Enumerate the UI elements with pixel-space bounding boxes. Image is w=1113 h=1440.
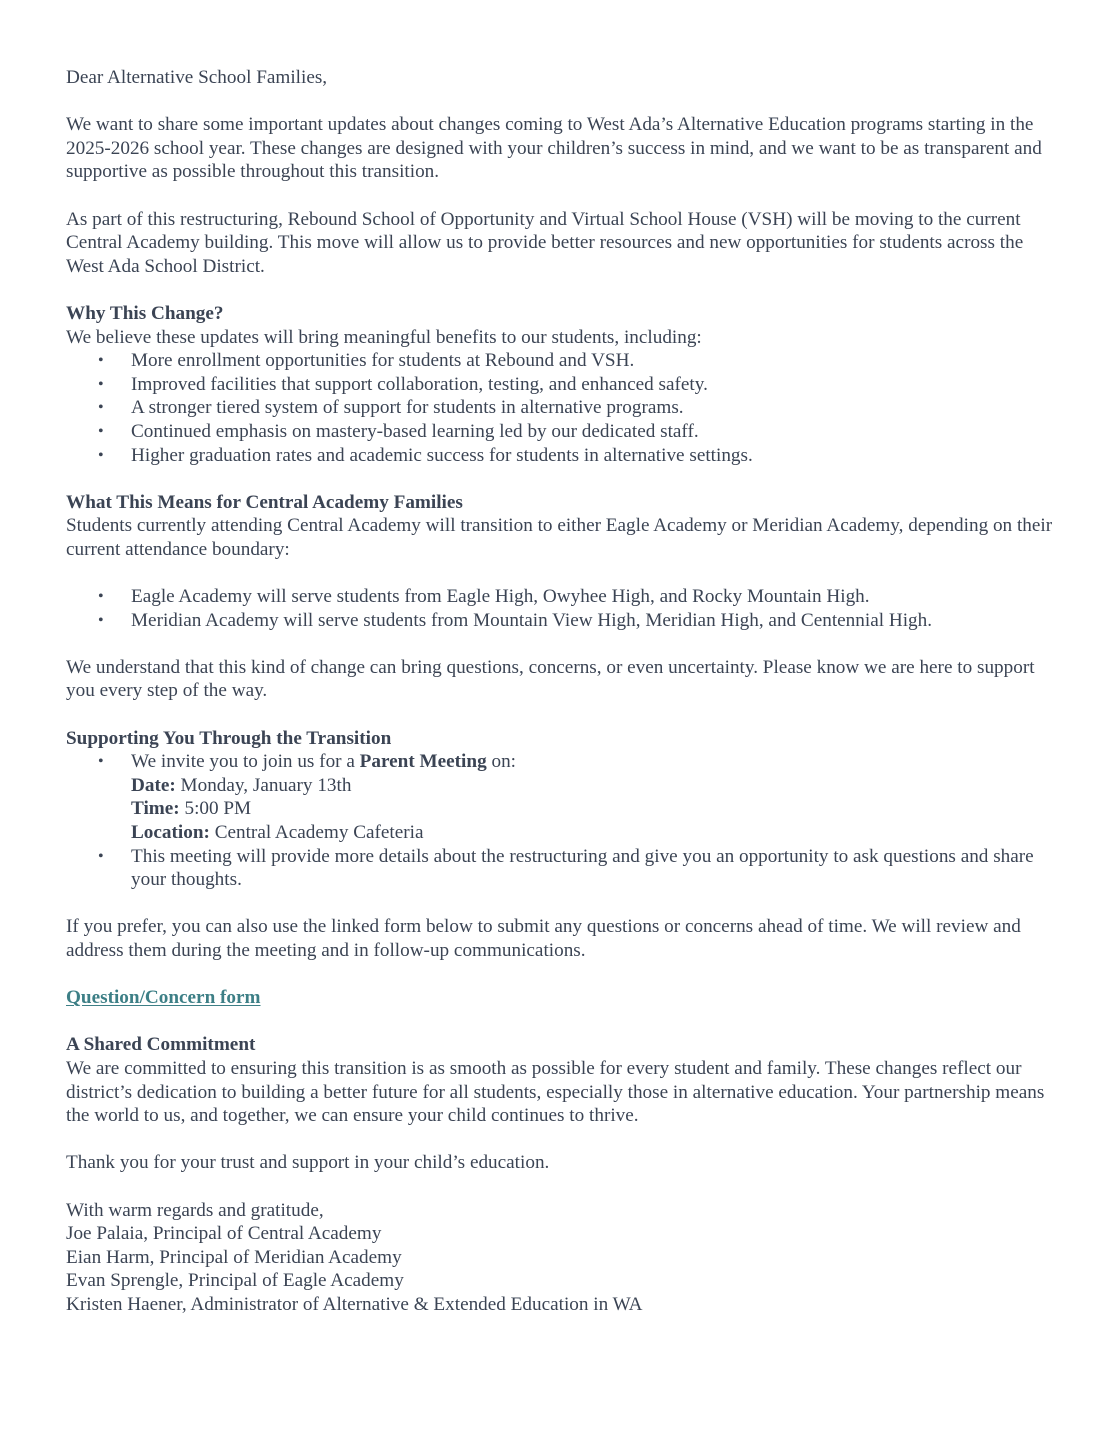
why-heading: Why This Change? — [66, 302, 224, 324]
letter-page — [66, 66, 1056, 1316]
support-heading: Supporting You Through the Transition — [66, 727, 392, 749]
date-label: Date: — [131, 774, 176, 796]
spacer — [66, 467, 1056, 491]
spacer — [66, 1010, 1056, 1034]
boundary-list — [66, 585, 1056, 632]
commitment-body: We are committed to ensuring this transition is as smooth as possible for every student and family. These changes reflect our district’s dedication to building a better future for all students, especially those in alternative education. Your partnership means the world to us, and together, we can ensure your child continues to thrive. — [66, 1057, 1045, 1127]
spacer — [66, 184, 1056, 208]
signatory: Eian Harm, Principal of Meridian Academy — [66, 1246, 402, 1268]
list-item: • More enrollment opportunities for students at Rebound and VSH. — [66, 349, 1056, 373]
spacer — [66, 1128, 1056, 1152]
meeting-time — [131, 797, 1056, 821]
form-paragraph: If you prefer, you can also use the linked form below to submit any questions or concerns ahead of time. We will review and address them during the meeting and in follow-up communications. — [66, 916, 1021, 961]
benefits-list — [66, 349, 1056, 467]
commitment-heading: A Shared Commitment — [66, 1034, 256, 1056]
date-value: Monday, January 13th — [175, 774, 352, 796]
why-lead: We believe these updates will bring meaningful benefits to our students, including: — [66, 326, 702, 348]
list-item: • A stronger tiered system of support for students in alternative programs. — [66, 396, 1056, 420]
invite-prefix: We invite you to join us for a — [131, 751, 360, 773]
list-item: • This meeting will provide more details about the restructuring and give you an opportunity to ask questions and share your thoughts. — [66, 845, 1056, 892]
central-followup: We understand that this kind of change can bring questions, concerns, or even uncertainty. Please know we are here to support you every step of the way. — [66, 656, 1035, 702]
parent-meeting-label: Parent Meeting — [359, 751, 487, 773]
signatory: Joe Palaia, Principal of Central Academy — [66, 1223, 382, 1245]
spacer — [66, 278, 1056, 302]
list-item: • Eagle Academy will serve students from Eagle High, Owyhee High, and Rocky Mountain High. — [66, 585, 1056, 609]
salutation: Dear Alternative School Families, — [66, 67, 328, 88]
spacer — [66, 1175, 1056, 1199]
time-value: 5:00 PM — [179, 798, 252, 820]
list-item: • Meridian Academy will serve students from Mountain View High, Meridian High, and Centennial High. — [66, 609, 1056, 633]
intro-paragraph: We want to share some important updates about changes coming to West Ada’s Alternative Education programs starting in the 2025-2026 school year. These changes are designed with your children’s success in mind, and we want to be as transparent and supportive as possible throughout this transition. — [66, 114, 1042, 183]
spacer — [66, 703, 1056, 727]
invite-suffix: on: — [486, 751, 516, 773]
list-item: • Higher graduation rates and academic success for students in alternative settings. — [66, 444, 1056, 468]
list-item-meeting-invite — [66, 750, 1056, 844]
spacer — [66, 561, 1056, 585]
signatory: Kristen Haener, Administrator of Alternative & Extended Education in WA — [66, 1293, 643, 1315]
meeting-location — [131, 821, 1056, 845]
thanks-line: Thank you for your trust and support in your child’s education. — [66, 1152, 550, 1174]
closing-line: With warm regards and gratitude, — [66, 1199, 324, 1221]
spacer — [66, 632, 1056, 656]
meeting-date — [131, 774, 1056, 798]
signatory: Evan Sprengle, Principal of Eagle Academy — [66, 1270, 404, 1292]
central-lead: Students currently attending Central Academy will transition to either Eagle Academy or Meridian Academy, depending on their current attendance boundary: — [66, 515, 1053, 560]
spacer — [66, 90, 1056, 114]
central-heading: What This Means for Central Academy Families — [66, 491, 463, 513]
time-label: Time: — [131, 798, 180, 820]
spacer — [66, 892, 1056, 916]
location-value: Central Academy Cafeteria — [209, 822, 424, 843]
spacer — [66, 963, 1056, 987]
location-label: Location: — [131, 822, 210, 843]
question-concern-form-link[interactable]: Question/Concern form — [66, 987, 261, 1009]
relocation-paragraph: As part of this restructuring, Rebound School of Opportunity and Virtual School House (VSH) will be moving to the current Central Academy building. This move will allow us to provide better resources and new opportunities for students across the West Ada School District. — [66, 208, 1024, 277]
support-list — [66, 750, 1056, 892]
list-item: • Improved facilities that support collaboration, testing, and enhanced safety. — [66, 373, 1056, 397]
list-item: • Continued emphasis on mastery-based learning led by our dedicated staff. — [66, 420, 1056, 444]
